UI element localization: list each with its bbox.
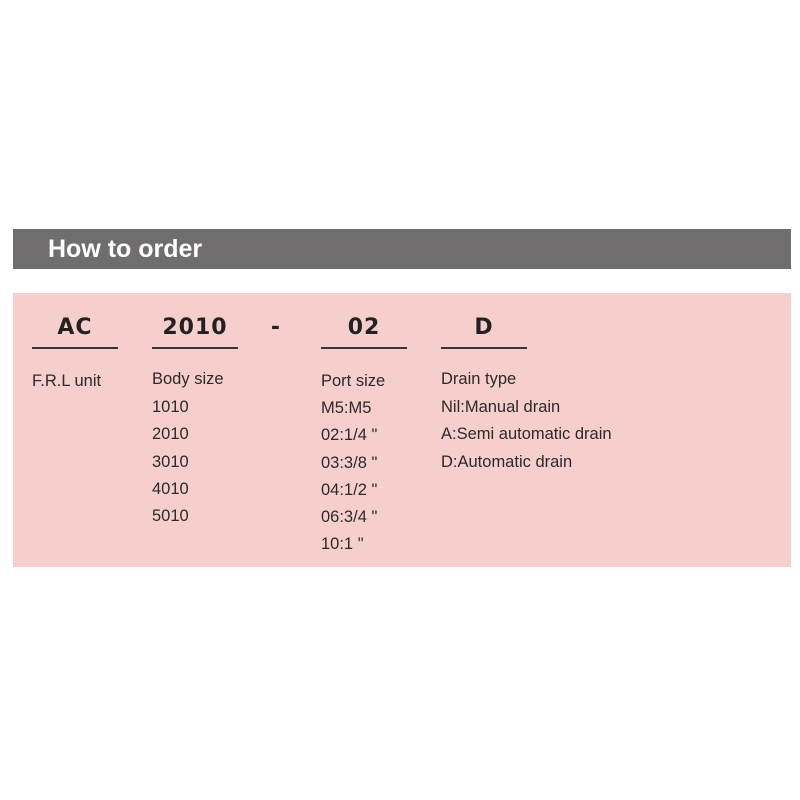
list-item: 02:1/4 " bbox=[321, 426, 378, 445]
list-item: D:Automatic drain bbox=[441, 452, 573, 471]
header-bar bbox=[13, 229, 791, 269]
label-port-size: Port size bbox=[321, 372, 386, 390]
port-size-list bbox=[321, 398, 377, 562]
list-item: 3010 bbox=[152, 452, 189, 471]
drain-type-list bbox=[441, 397, 612, 479]
list-item: A:Semi automatic drain bbox=[441, 425, 612, 444]
code-series-underline bbox=[32, 347, 118, 349]
label-drain-type: Drain type bbox=[441, 370, 517, 388]
list-item: 5010 bbox=[152, 507, 189, 526]
section-title: How to order bbox=[48, 235, 203, 263]
list-item: M5:M5 bbox=[321, 399, 372, 417]
list-item: 10:1 " bbox=[321, 535, 364, 554]
code-drain-type-underline bbox=[441, 347, 527, 349]
code-drain-type: D bbox=[474, 315, 494, 340]
label-body-size: Body size bbox=[152, 370, 224, 388]
code-port-size-underline bbox=[321, 347, 407, 349]
code-dash: - bbox=[270, 315, 282, 340]
list-item: 06:3/4 " bbox=[321, 508, 378, 527]
code-series: AC bbox=[57, 315, 93, 340]
list-item: 2010 bbox=[152, 425, 189, 444]
list-item: Nil:Manual drain bbox=[441, 398, 561, 416]
list-item: 04:1/2 " bbox=[321, 480, 378, 499]
code-body-size-underline bbox=[152, 347, 238, 349]
list-item: 1010 bbox=[152, 398, 189, 416]
list-item: 03:3/8 " bbox=[321, 453, 378, 472]
code-body-size: 2010 bbox=[162, 315, 228, 340]
body-size-list bbox=[152, 397, 189, 533]
code-port-size: 02 bbox=[347, 315, 381, 340]
label-unit: F.R.L unit bbox=[32, 372, 102, 390]
list-item: 4010 bbox=[152, 479, 189, 498]
